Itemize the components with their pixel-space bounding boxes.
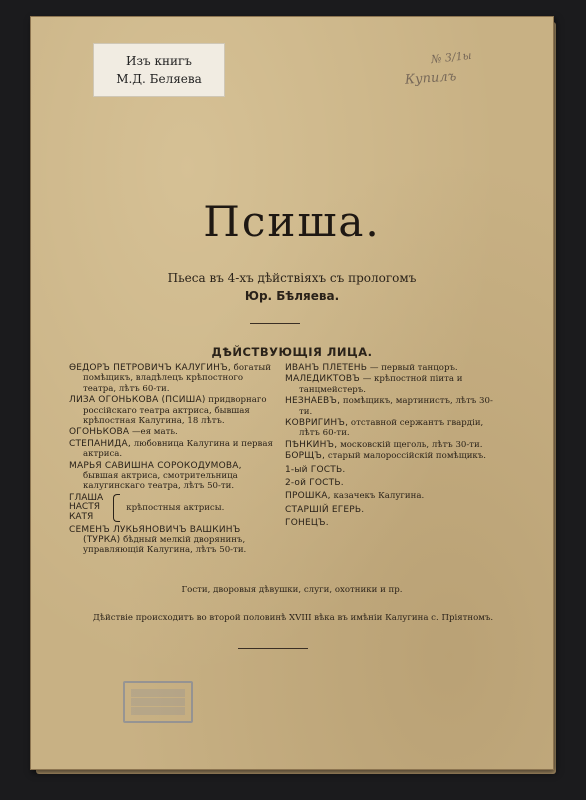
cast-name: ѲЕДОРЪ ПЕТРОВИЧЪ КАЛУГИНЪ, [69,363,231,373]
cast-entry [285,505,495,515]
cast-name: СТЕПАНИДА, [69,438,131,449]
subtitle: Пьеса въ 4-хъ дѣйствіяхъ съ прологомъ [167,271,417,285]
cast-name: БОРЩЪ, [285,451,326,462]
cast-entry [69,427,277,437]
cast-name: ИВАНЪ ПЛЕТЕНЬ [285,363,368,373]
cast-desc: помѣщикъ, мартинистъ, лѣтъ 30-ти. [299,396,493,417]
cast-entry [285,396,495,417]
cast-name: НЕЗНАЕВЪ, [285,396,341,407]
cast-entry [285,518,495,528]
handwritten-note-word: Купилъ [404,69,457,88]
cast-desc: московскій щеголь, лѣтъ 30-ти. [340,439,483,450]
cast-name: ГЛАША [69,492,104,503]
cast-desc: казачекъ Калугина. [333,491,425,502]
author: Юр. Бѣляева. [244,289,340,303]
cast-name: СТАРШІЙ ЕГЕРЬ. [285,504,365,515]
cast-group-desc: крѣпостныя актрисы. [126,503,225,514]
cast-name: 2-ой ГОСТЬ. [285,478,344,489]
cast-name: КАТЯ [69,512,94,523]
cast-desc: бывшая актриса, смотрительница калугинскаго театра, лѣтъ 50-ти. [83,471,238,492]
cast-entry [285,491,495,501]
cast-entry [285,451,495,461]
cast-name: ПѢНКИНЪ, [285,439,338,450]
cast-entry [69,395,277,426]
page-title: Псиша. [203,197,381,246]
cast-column-right [285,363,495,530]
setting-line: Дѣйствіе происходитъ во второй половинѣ XVIII вѣка въ имѣніи Калугина с. Пріятномъ. [92,613,494,623]
cast-name: 1-ый ГОСТЬ. [285,464,346,475]
cast-name: МАРЬЯ САВИШНА СОРОКОДУМОВА, [69,460,242,471]
extras-line: Гости, дворовыя дѣвушки, слуги, охотники и пр. [181,585,403,595]
cast-entry [69,439,277,460]
cast-entry [285,478,495,488]
divider [250,323,300,324]
cast-name: СЕМЕНЪ ЛУКЬЯНОВИЧЪ ВАШКИНЪ (ТУРКА) [69,524,241,546]
cast-heading: ДѢЙСТВУЮЩІЯ ЛИЦА. [211,345,373,359]
cast-name: МАЛЕДИКТОВЪ [285,374,360,385]
handwritten-note-number: № 3/1ы [430,48,473,67]
divider [238,648,308,649]
cast-entry [285,374,495,395]
cast-desc: — крѣпостной піита и танцмейстеръ. [299,374,463,395]
cast-desc: любовница Калугина и первая актриса. [83,438,273,460]
cast-desc: старый малороссійскій помѣщикъ. [327,451,486,462]
cast-column-left [69,363,277,557]
library-label-line2: М.Д. Беляева [116,72,202,86]
cast-group [69,494,277,523]
cast-desc: —ея мать. [131,427,178,438]
cast-entry [285,465,495,475]
cast-desc: отставной сержантъ гвардіи, лѣтъ 60-ти. [299,418,484,439]
cast-name: ОГОНЬКОВА [69,427,130,438]
cast-desc: бѣдный мелкій дворянинъ, управляющій Калугина, лѣтъ 50-ти. [83,535,247,556]
cast-name: ЛИЗА ОГОНЬКОВА (ПСИША) [69,395,206,406]
brace [113,494,120,522]
cast-name: ПРОШКА, [285,491,331,502]
cast-name: НАСТЯ [69,502,100,513]
cast-entry [69,363,277,394]
cast-entry [285,418,495,439]
cast-group-names [69,494,103,523]
library-stamp [123,681,193,723]
document-page [30,16,554,770]
cast-desc: богатый помѣщикъ, владѣлецъ крѣпостного театра, лѣтъ 60-ти. [83,363,271,394]
cast-entry [285,363,495,373]
cast-desc: придворнаго россійскаго театра актриса, бывшая крѣпостная Калугина, 18 лѣтъ. [83,395,267,427]
cast-entry [285,440,495,450]
cast-entry [69,461,277,492]
library-label [93,43,225,97]
cast-entry [69,525,277,556]
cast-name: ГОНЕЦЪ. [285,518,329,529]
cast-desc: — первый танцоръ. [369,363,458,373]
library-label-line1: Изъ книгъ [126,54,192,68]
cast-name: КОВРИГИНЪ, [285,418,349,429]
